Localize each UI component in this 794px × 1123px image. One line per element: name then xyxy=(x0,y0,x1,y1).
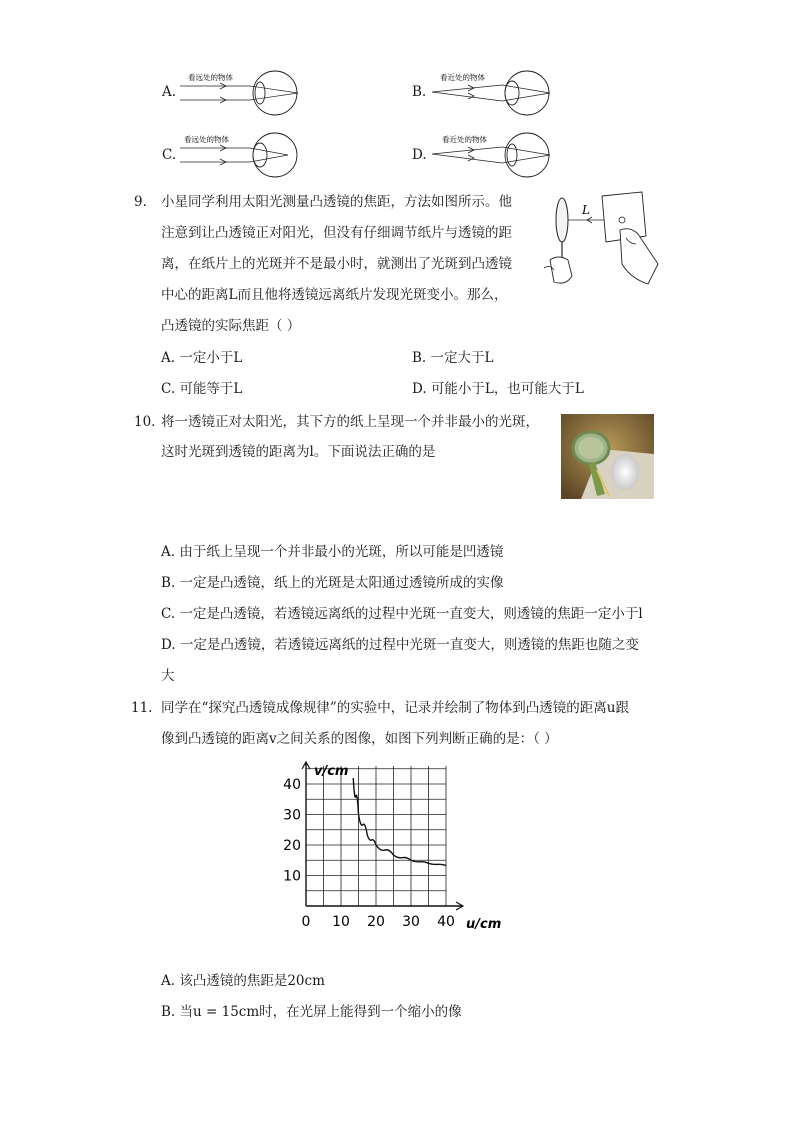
question-number: 11. xyxy=(131,700,153,716)
question-number: 10. xyxy=(134,414,156,430)
option-a[interactable] xyxy=(161,348,242,368)
option-d-continuation: 大 xyxy=(161,668,175,684)
eye-caption: 看近处的物体 xyxy=(440,73,485,82)
option-text: 该凸透镜的焦距是20cm xyxy=(179,973,325,989)
option-letter: A. xyxy=(161,544,176,560)
uv-graph xyxy=(276,758,508,934)
option-letter: B. xyxy=(161,575,176,591)
option-text: 一定大于L xyxy=(430,350,494,366)
option-letter: C. xyxy=(161,381,176,397)
eye-caption: 看远处的物体 xyxy=(188,73,233,82)
option-letter: C. xyxy=(161,606,176,622)
eye-diagram-d xyxy=(432,130,572,178)
question-number: 9. xyxy=(134,194,147,210)
question-text-line: 小星同学利用太阳光测量凸透镜的焦距，方法如图所示。他 xyxy=(161,194,512,210)
option-d[interactable] xyxy=(412,379,584,399)
option-a[interactable] xyxy=(161,971,325,991)
eye-diagram-b xyxy=(432,68,572,116)
option-letter: A. xyxy=(162,84,177,100)
x-tick-label: 30 xyxy=(402,914,420,930)
x-axis-label: u/cm xyxy=(466,917,502,932)
option-c[interactable] xyxy=(161,379,242,399)
y-tick-label: 40 xyxy=(283,777,301,793)
option-text: 可能小于L，也可能大于L xyxy=(430,381,584,397)
question-text-line: 将一透镜正对太阳光，其下方的纸上呈现一个并非最小的光斑， xyxy=(161,414,539,430)
y-tick-label: 30 xyxy=(283,807,301,824)
question-text-line: 离，在纸片上的光斑并不是最小时，就测出了光斑到凸透镜 xyxy=(161,256,512,272)
option-text: 可能等于L xyxy=(179,381,243,397)
x-tick-label: 10 xyxy=(332,914,350,930)
y-axis-label: v/cm xyxy=(314,764,349,779)
figure-label-L: L xyxy=(582,203,590,217)
question-text-line: 同学在“探究凸透镜成像规律”的实验中，记录并绘制了物体到凸透镜的距离u跟 xyxy=(161,700,629,716)
question-text-line: 凸透镜的实际焦距（ ） xyxy=(161,318,301,334)
option-letter: B. xyxy=(412,84,427,100)
option-letter: A. xyxy=(161,350,176,366)
question-text-line: 注意到让凸透镜正对阳光，但没有仔细调节纸片与透镜的距 xyxy=(161,225,512,241)
option-letter: C. xyxy=(162,147,177,163)
eye-diagram-a xyxy=(180,68,320,116)
option-text: 一定是凸透镜，纸上的光斑是太阳通过透镜所成的实像 xyxy=(179,575,504,591)
eye-diagram-c xyxy=(180,130,320,178)
question-text-line: 像到凸透镜的距离v之间关系的图像，如图下列判断正确的是：（ ） xyxy=(161,731,558,747)
option-text: 当u = 15cm时，在光屏上能得到一个缩小的像 xyxy=(179,1004,462,1020)
option-letter: D. xyxy=(161,637,176,653)
option-b[interactable] xyxy=(161,573,504,593)
option-text: 一定是凸透镜，若透镜远离纸的过程中光斑一直变大，则透镜的焦距也随之变 xyxy=(179,637,639,653)
option-b[interactable] xyxy=(161,1002,462,1022)
eye-caption: 看远处的物体 xyxy=(184,135,229,144)
lens-paper-illustration xyxy=(540,188,665,296)
option-letter: D. xyxy=(412,381,427,397)
option-d[interactable] xyxy=(161,635,639,655)
magnifier-photo xyxy=(561,414,654,499)
option-text: 一定小于L xyxy=(179,350,243,366)
question-text-line: 中心的距离L而且他将透镜远离纸片发现光斑变小。那么， xyxy=(161,287,508,303)
option-text: 由于纸上呈现一个并非最小的光斑，所以可能是凹透镜 xyxy=(179,544,504,560)
y-tick-label: 10 xyxy=(283,868,301,885)
x-tick-label: 40 xyxy=(437,914,455,930)
option-letter: B. xyxy=(412,350,427,366)
uv-curve xyxy=(353,778,446,866)
question-text-line: 这时光斑到透镜的距离为l。下面说法正确的是 xyxy=(161,444,436,460)
option-a[interactable] xyxy=(161,542,503,562)
x-tick-label: 0 xyxy=(301,914,311,930)
option-letter: A. xyxy=(161,973,176,989)
option-text: 一定是凸透镜，若透镜远离纸的过程中光斑一直变大，则透镜的焦距一定小于l xyxy=(179,606,643,622)
option-c[interactable] xyxy=(161,604,643,624)
option-b[interactable] xyxy=(412,348,493,368)
option-letter: B. xyxy=(161,1004,176,1020)
option-letter: D. xyxy=(412,147,427,163)
y-tick-label: 20 xyxy=(283,838,301,854)
eye-caption: 看近处的物体 xyxy=(442,135,487,144)
x-tick-label: 20 xyxy=(367,914,385,930)
